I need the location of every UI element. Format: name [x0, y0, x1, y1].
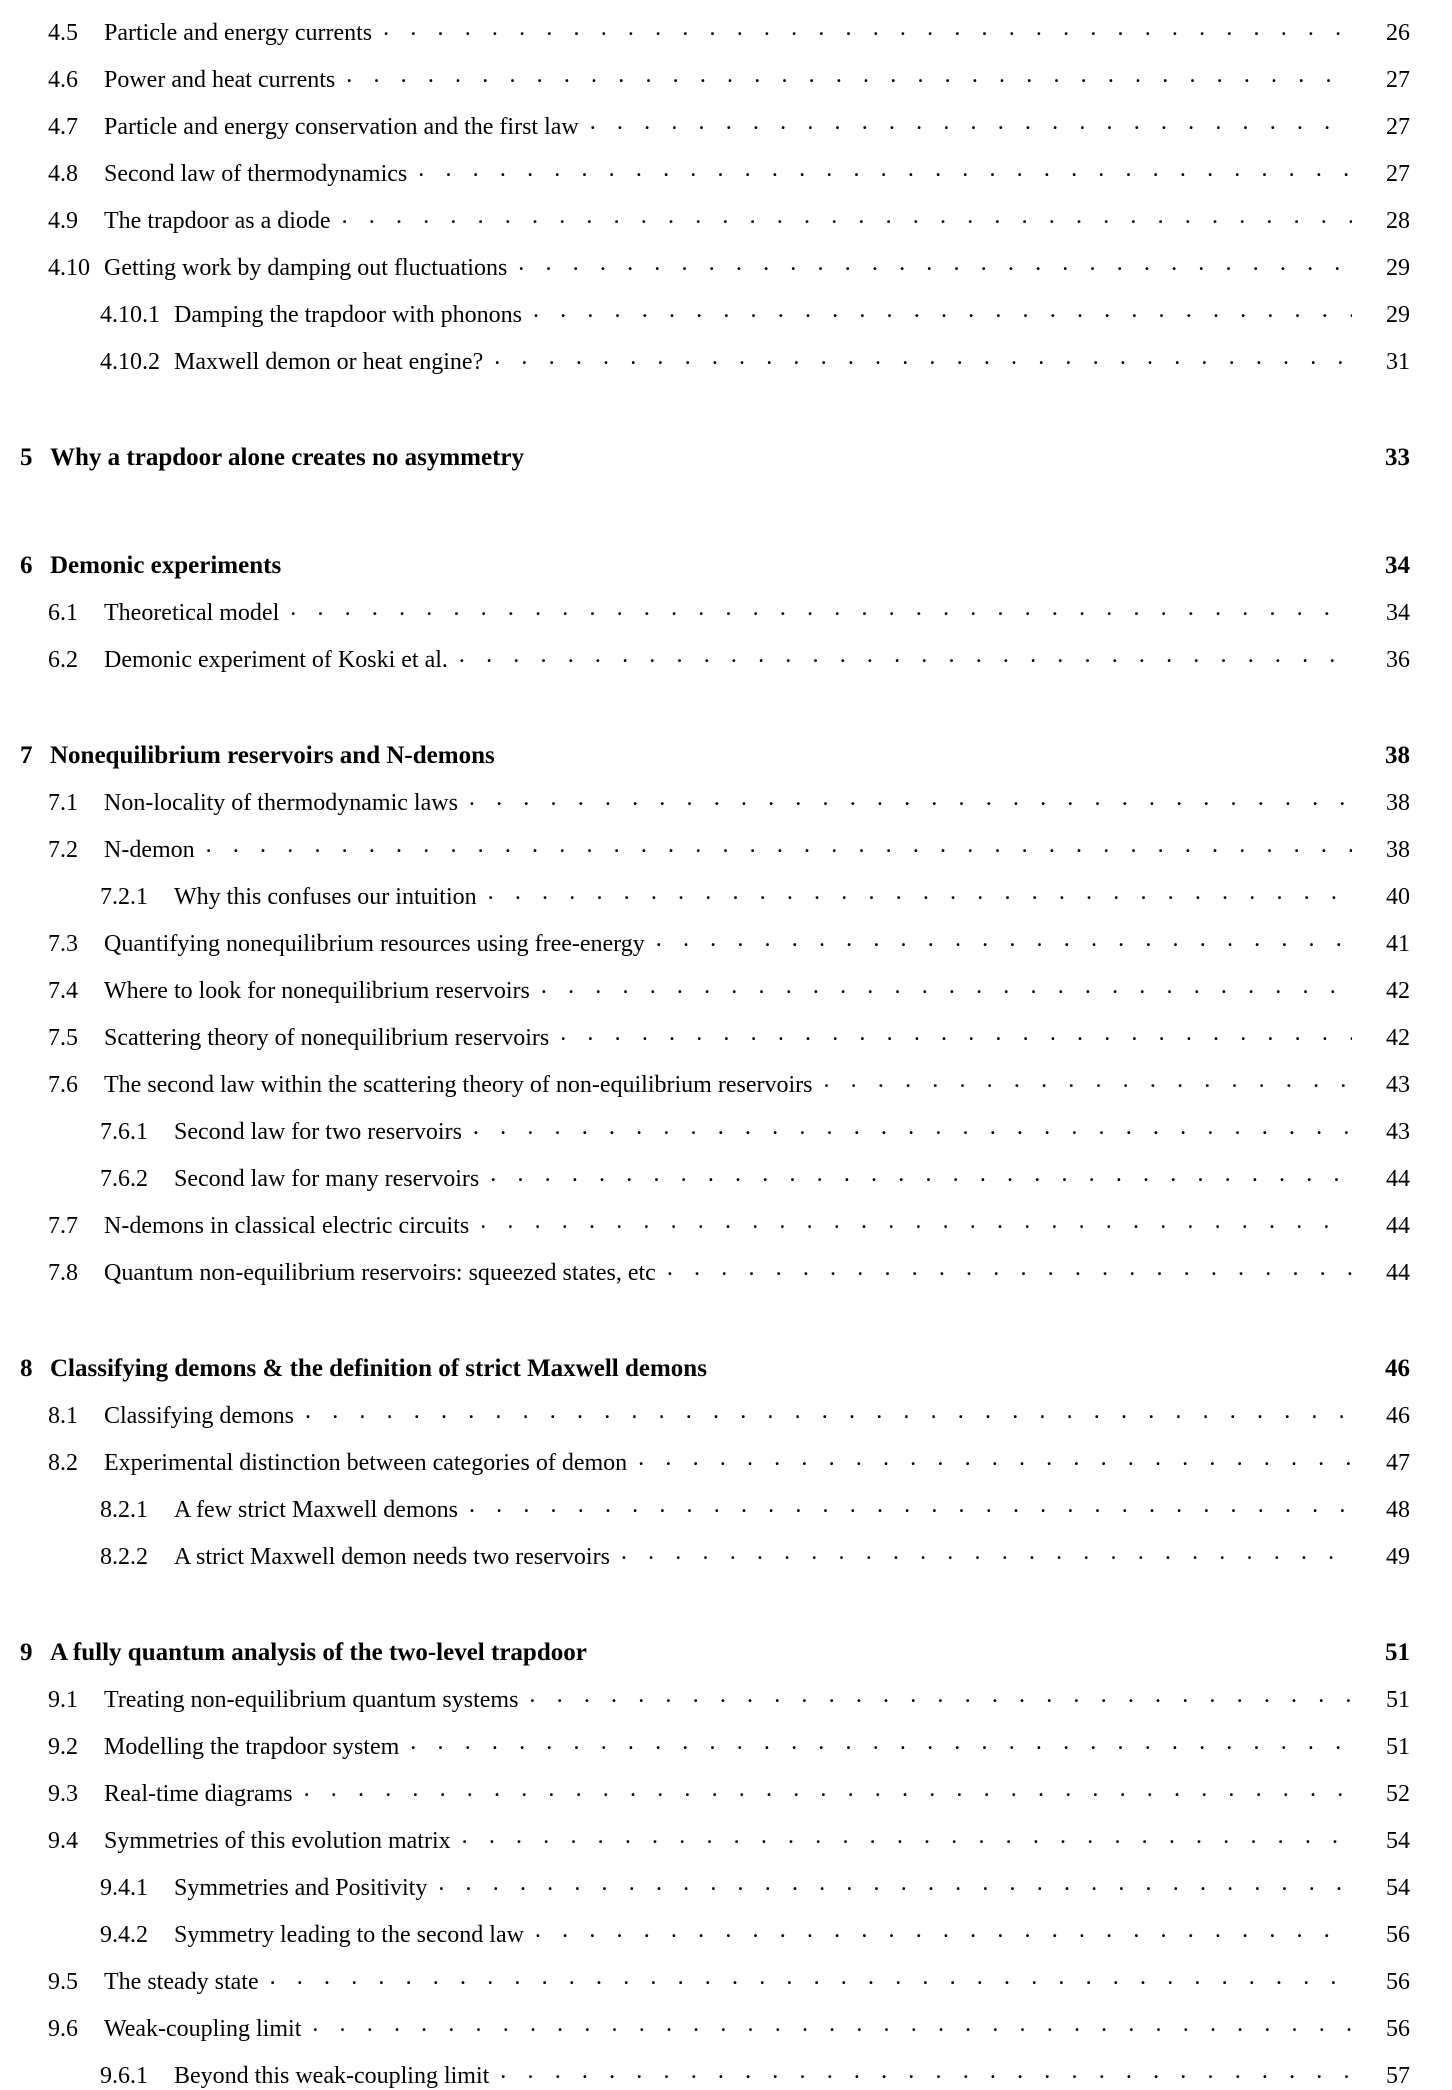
dot-leader — [488, 880, 1352, 904]
toc-entry-title: Symmetries of this evolution matrix — [104, 1828, 451, 1854]
toc-entry-title: Modelling the trapdoor system — [104, 1734, 400, 1760]
toc-entry-page-number: 28 — [1386, 208, 1410, 234]
toc-entry-title: Symmetry leading to the second law — [174, 1922, 524, 1948]
toc-entry-title: Maxwell demon or heat engine? — [174, 349, 484, 375]
toc-entry-4-10[interactable] — [0, 251, 1452, 282]
toc-entry-title: Particle and energy conservation and the first law — [104, 114, 579, 140]
dot-leader — [597, 1635, 1352, 1660]
dot-leader — [535, 1918, 1352, 1942]
dot-leader — [534, 440, 1352, 465]
section-gap — [0, 484, 1452, 510]
toc-entry-number: 9 — [20, 1639, 33, 1666]
toc-entry-title: Scattering theory of nonequilibrium reservoirs — [104, 1025, 550, 1051]
toc-entry-page-number: 44 — [1386, 1260, 1410, 1286]
dot-leader — [469, 786, 1352, 810]
dot-leader — [541, 974, 1352, 998]
toc-entry-number: 6.2 — [48, 647, 78, 673]
toc-entry-number: 8.2.1 — [100, 1497, 148, 1523]
dot-leader — [505, 738, 1352, 763]
toc-entry-page-number: 29 — [1386, 302, 1410, 328]
dot-leader — [291, 548, 1352, 573]
toc-entry-page-number: 51 — [1385, 1639, 1410, 1666]
toc-entry-number: 6.1 — [48, 600, 78, 626]
toc-entry-page-number: 51 — [1386, 1687, 1410, 1713]
toc-entry-page-number: 31 — [1386, 349, 1410, 375]
toc-entry-page-number: 29 — [1386, 255, 1410, 281]
toc-entry-page-number: 27 — [1386, 161, 1410, 187]
dot-leader — [494, 345, 1352, 369]
toc-entry-7-6[interactable] — [0, 1068, 1452, 1099]
toc-entry-9-3[interactable] — [0, 1777, 1452, 1808]
toc-entry-number: 4.8 — [48, 161, 78, 187]
toc-entry-page-number: 44 — [1386, 1213, 1410, 1239]
toc-entry-page-number: 34 — [1386, 600, 1410, 626]
toc-entry-number: 9.3 — [48, 1781, 78, 1807]
dot-leader — [638, 1446, 1352, 1470]
dot-leader — [473, 1115, 1352, 1139]
toc-entry-page-number: 56 — [1386, 1969, 1410, 1995]
toc-entry-title: Beyond this weak-coupling limit — [174, 2063, 490, 2089]
toc-entry-7-2[interactable] — [0, 833, 1452, 864]
toc-entry-title: The steady state — [104, 1969, 259, 1995]
toc-entry-7[interactable] — [0, 738, 1452, 770]
toc-entry-page-number: 46 — [1385, 1355, 1410, 1382]
toc-entry-page-number: 27 — [1386, 114, 1410, 140]
toc-entry-page-number: 52 — [1386, 1781, 1410, 1807]
toc-entry-title: Quantum non-equilibrium reservoirs: squeezed states, etc — [104, 1260, 656, 1286]
toc-entry-page-number: 36 — [1386, 647, 1410, 673]
toc-entry-number: 4.10.2 — [100, 349, 160, 375]
toc-entry-title: N-demons in classical electric circuits — [104, 1213, 470, 1239]
toc-entry-title: Non-locality of thermodynamic laws — [104, 790, 458, 816]
toc-entry-title: Where to look for nonequilibrium reservoirs — [104, 978, 530, 1004]
toc-entry-number: 9.6 — [48, 2016, 78, 2042]
toc-entry-page-number: 42 — [1386, 1025, 1410, 1051]
toc-entry-number: 8 — [20, 1355, 33, 1382]
toc-entry-7-7[interactable] — [0, 1209, 1452, 1240]
toc-entry-4-10-2[interactable] — [0, 345, 1452, 376]
toc-entry-number: 7.8 — [48, 1260, 78, 1286]
section-gap — [0, 674, 1452, 700]
toc-entry-title: Classifying demons & the definition of strict Maxwell demons — [50, 1355, 707, 1382]
toc-entry-page-number: 27 — [1386, 67, 1410, 93]
toc-entry-8-2-1[interactable] — [0, 1493, 1452, 1524]
toc-entry-page-number: 49 — [1386, 1544, 1410, 1570]
dot-leader — [667, 1256, 1352, 1280]
toc-entry-number: 4.7 — [48, 114, 78, 140]
toc-entry-number: 9.4.2 — [100, 1922, 148, 1948]
dot-leader — [459, 643, 1352, 667]
toc-entry-4-8[interactable] — [0, 157, 1452, 188]
toc-entry-9-6[interactable] — [0, 2012, 1452, 2043]
toc-entry-9-5[interactable] — [0, 1965, 1452, 1996]
toc-entry-number: 7.5 — [48, 1025, 78, 1051]
toc-entry-title: Damping the trapdoor with phonons — [174, 302, 522, 328]
toc-entry-9-4[interactable] — [0, 1824, 1452, 1855]
toc-entry-title: Power and heat currents — [104, 67, 336, 93]
toc-entry-5[interactable] — [0, 440, 1452, 472]
dot-leader — [270, 1965, 1352, 1989]
toc-entry-title: Getting work by damping out fluctuations — [104, 255, 508, 281]
toc-entry-number: 4.10.1 — [100, 302, 160, 328]
toc-entry-8-2[interactable] — [0, 1446, 1452, 1477]
toc-entry-title: A fully quantum analysis of the two-level trapdoor — [50, 1639, 587, 1666]
toc-entry-number: 5 — [20, 444, 33, 471]
toc-entry-4-7[interactable] — [0, 110, 1452, 141]
toc-entry-9[interactable] — [0, 1635, 1452, 1667]
toc-entry-title: Demonic experiment of Koski et al. — [104, 647, 448, 673]
toc-entry-title: Real-time diagrams — [104, 1781, 293, 1807]
toc-entry-6-1[interactable] — [0, 596, 1452, 627]
dot-leader — [621, 1540, 1352, 1564]
dot-leader — [560, 1021, 1352, 1045]
dot-leader — [500, 2059, 1352, 2083]
toc-entry-number: 7.4 — [48, 978, 78, 1004]
section-gap — [0, 1571, 1452, 1597]
toc-entry-number: 8.2 — [48, 1450, 78, 1476]
toc-entry-title: The trapdoor as a diode — [104, 208, 331, 234]
toc-entry-9-4-1[interactable] — [0, 1871, 1452, 1902]
toc-entry-title: A strict Maxwell demon needs two reservoirs — [174, 1544, 610, 1570]
toc-entry-7-8[interactable] — [0, 1256, 1452, 1287]
toc-entry-number: 7.7 — [48, 1213, 78, 1239]
toc-entry-number: 8.1 — [48, 1403, 78, 1429]
toc-entry-title: Demonic experiments — [50, 552, 282, 579]
toc-entry-page-number: 38 — [1386, 790, 1410, 816]
dot-leader — [656, 927, 1352, 951]
toc-entry-page-number: 51 — [1386, 1734, 1410, 1760]
toc-entry-title: Theoretical model — [104, 600, 280, 626]
dot-leader — [529, 1683, 1352, 1707]
toc-entry-page-number: 57 — [1386, 2063, 1410, 2089]
dot-leader — [342, 204, 1352, 228]
toc-entry-page-number: 54 — [1386, 1875, 1410, 1901]
toc-entry-page-number: 38 — [1386, 837, 1410, 863]
toc-entry-number: 9.5 — [48, 1969, 78, 1995]
table-of-contents — [0, 16, 1452, 2089]
toc-entry-title: Symmetries and Positivity — [174, 1875, 428, 1901]
toc-entry-title: The second law within the scattering theory of non-equilibrium reservoirs — [104, 1072, 813, 1098]
dot-leader — [304, 1777, 1352, 1801]
toc-entry-title: Second law for many reservoirs — [174, 1166, 480, 1192]
toc-entry-number: 4.6 — [48, 67, 78, 93]
toc-entry-number: 7.6 — [48, 1072, 78, 1098]
toc-entry-7-2-1[interactable] — [0, 880, 1452, 911]
toc-entry-page-number: 40 — [1386, 884, 1410, 910]
toc-entry-8[interactable] — [0, 1351, 1452, 1383]
toc-entry-6-2[interactable] — [0, 643, 1452, 674]
dot-leader — [312, 2012, 1352, 2036]
dot-leader — [590, 110, 1352, 134]
dot-leader — [462, 1824, 1352, 1848]
toc-entry-page-number: 34 — [1385, 552, 1410, 579]
dot-leader — [469, 1493, 1352, 1517]
toc-entry-page-number: 43 — [1386, 1072, 1410, 1098]
toc-entry-number: 8.2.2 — [100, 1544, 148, 1570]
toc-entry-9-2[interactable] — [0, 1730, 1452, 1761]
toc-entry-number: 9.4 — [48, 1828, 78, 1854]
toc-entry-title: Second law of thermodynamics — [104, 161, 408, 187]
dot-leader — [518, 251, 1352, 275]
toc-entry-7-5[interactable] — [0, 1021, 1452, 1052]
toc-entry-title: Experimental distinction between categories of demon — [104, 1450, 628, 1476]
toc-entry-title: Why a trapdoor alone creates no asymmetry — [50, 444, 525, 471]
toc-entry-number: 7.6.1 — [100, 1119, 148, 1145]
toc-entry-4-10-1[interactable] — [0, 298, 1452, 329]
toc-entry-page-number: 43 — [1386, 1119, 1410, 1145]
section-gap — [0, 376, 1452, 402]
toc-entry-title: Nonequilibrium reservoirs and N-demons — [50, 742, 495, 769]
toc-entry-number: 7.3 — [48, 931, 78, 957]
toc-entry-9-6-1[interactable] — [0, 2059, 1452, 2090]
toc-entry-number: 7 — [20, 742, 33, 769]
toc-entry-page-number: 44 — [1386, 1166, 1410, 1192]
dot-leader — [410, 1730, 1352, 1754]
toc-entry-number: 6 — [20, 552, 33, 579]
toc-entry-4-9[interactable] — [0, 204, 1452, 235]
toc-entry-title: N-demon — [104, 837, 195, 863]
toc-entry-title: Treating non-equilibrium quantum systems — [104, 1687, 519, 1713]
toc-entry-7-6-1[interactable] — [0, 1115, 1452, 1146]
toc-entry-number: 9.6.1 — [100, 2063, 148, 2089]
toc-entry-title: Weak-coupling limit — [104, 2016, 302, 2042]
dot-leader — [383, 16, 1352, 40]
toc-entry-page-number: 54 — [1386, 1828, 1410, 1854]
toc-entry-8-1[interactable] — [0, 1399, 1452, 1430]
toc-entry-number: 9.1 — [48, 1687, 78, 1713]
toc-entry-title: Second law for two reservoirs — [174, 1119, 462, 1145]
toc-entry-page-number: 38 — [1385, 742, 1410, 769]
toc-entry-7-3[interactable] — [0, 927, 1452, 958]
dot-leader — [418, 157, 1352, 181]
toc-entry-page-number: 46 — [1386, 1403, 1410, 1429]
dot-leader — [717, 1351, 1352, 1376]
dot-leader — [480, 1209, 1352, 1233]
toc-entry-7-6-2[interactable] — [0, 1162, 1452, 1193]
toc-entry-9-1[interactable] — [0, 1683, 1452, 1714]
dot-leader — [305, 1399, 1352, 1423]
toc-entry-number: 4.5 — [48, 20, 78, 46]
toc-entry-page-number: 48 — [1386, 1497, 1410, 1523]
toc-entry-title: A few strict Maxwell demons — [174, 1497, 458, 1523]
toc-entry-number: 4.9 — [48, 208, 78, 234]
toc-entry-4-5[interactable] — [0, 16, 1452, 47]
dot-leader — [823, 1068, 1352, 1092]
toc-entry-number: 9.4.1 — [100, 1875, 148, 1901]
toc-entry-title: Particle and energy currents — [104, 20, 373, 46]
toc-entry-7-4[interactable] — [0, 974, 1452, 1005]
toc-entry-7-1[interactable] — [0, 786, 1452, 817]
toc-entry-title: Classifying demons — [104, 1403, 294, 1429]
toc-entry-page-number: 42 — [1386, 978, 1410, 1004]
toc-entry-title: Quantifying nonequilibrium resources using free-energy — [104, 931, 645, 957]
dot-leader — [346, 63, 1352, 87]
dot-leader — [438, 1871, 1352, 1895]
toc-entry-number: 9.2 — [48, 1734, 78, 1760]
dot-leader — [490, 1162, 1352, 1186]
dot-leader — [206, 833, 1352, 857]
dot-leader — [290, 596, 1352, 620]
toc-entry-number: 7.2 — [48, 837, 78, 863]
toc-entry-page-number: 41 — [1386, 931, 1410, 957]
toc-entry-6[interactable] — [0, 548, 1452, 580]
toc-entry-page-number: 56 — [1386, 2016, 1410, 2042]
toc-entry-page-number: 33 — [1385, 444, 1410, 471]
dot-leader — [533, 298, 1352, 322]
toc-entry-number: 7.1 — [48, 790, 78, 816]
toc-entry-9-4-2[interactable] — [0, 1918, 1452, 1949]
toc-entry-title: Why this confuses our intuition — [174, 884, 477, 910]
toc-entry-number: 7.6.2 — [100, 1166, 148, 1192]
section-gap — [0, 1287, 1452, 1313]
toc-entry-page-number: 26 — [1386, 20, 1410, 46]
toc-entry-number: 7.2.1 — [100, 884, 148, 910]
toc-entry-page-number: 56 — [1386, 1922, 1410, 1948]
toc-entry-number: 4.10 — [48, 255, 90, 281]
toc-entry-8-2-2[interactable] — [0, 1540, 1452, 1571]
toc-entry-4-6[interactable] — [0, 63, 1452, 94]
toc-entry-page-number: 47 — [1386, 1450, 1410, 1476]
